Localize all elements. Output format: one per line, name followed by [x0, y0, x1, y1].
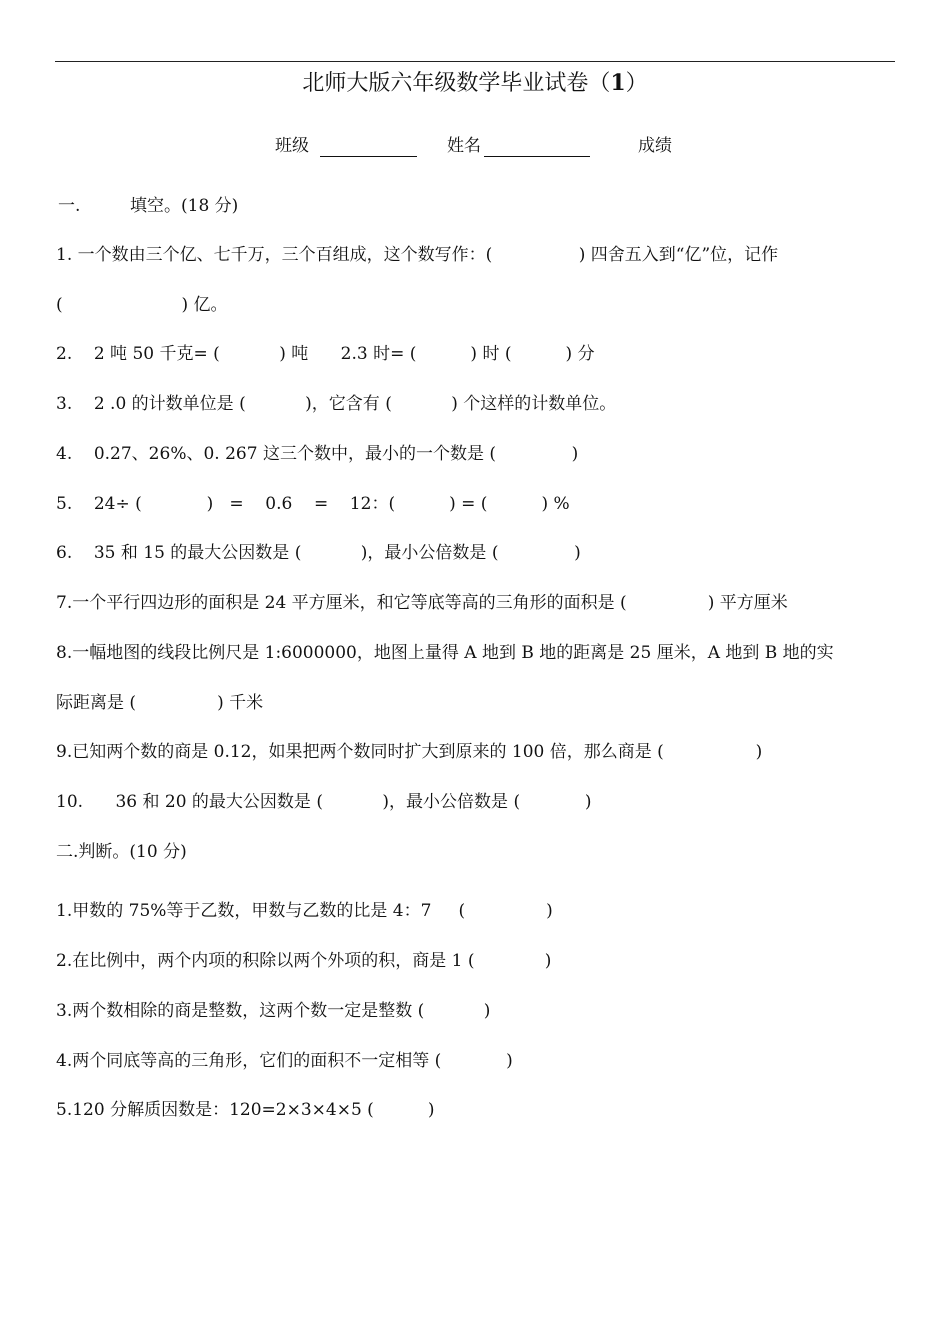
question-1-6: 6. 35 和 15 的最大公因数是 ( )，最小公倍数是 ( ) — [56, 543, 581, 563]
question-1-4: 4. 0.27、26%、0. 267 这三个数中，最小的一个数是 ( ) — [56, 444, 579, 464]
section1-heading: 填空。(18 分) — [130, 196, 239, 216]
exam-title: 北师大版六年级数学毕业试卷（1） — [302, 70, 648, 96]
question-1-8-cont: 际距离是 ( ) 千米 — [56, 693, 264, 713]
score-label: 成绩 — [638, 136, 672, 156]
name-blank[interactable] — [484, 156, 590, 157]
question-2-1: 1.甲数的 75%等于乙数，甲数与乙数的比是 4：7 ( ) — [56, 901, 553, 921]
section2-heading: 二.判断。(10 分) — [56, 842, 187, 862]
question-1-5: 5. 24÷ ( ) = 0.6 = 12：( ) = ( ) % — [56, 494, 570, 514]
name-label: 姓名 — [447, 136, 481, 156]
section1-number: 一. — [58, 196, 81, 216]
question-2-5: 5.120 分解质因数是：120=2×3×4×5 ( ) — [56, 1100, 435, 1120]
question-1-1: 1. 一个数由三个亿、七千万，三个百组成，这个数写作：( ) 四舍五入到“亿”位，记作 — [56, 245, 779, 265]
question-1-7: 7.一个平行四边形的面积是 24 平方厘米，和它等底等高的三角形的面积是 ( ) 平方厘米 — [56, 593, 788, 613]
class-label: 班级 — [275, 136, 309, 156]
top-rule — [55, 61, 895, 62]
class-blank[interactable] — [320, 156, 417, 157]
question-2-4: 4.两个同底等高的三角形，它们的面积不一定相等 ( ) — [56, 1051, 513, 1071]
question-1-3: 3. 2 .0 的计数单位是 ( )，它含有 ( ) 个这样的计数单位。 — [56, 394, 617, 414]
question-1-10: 10. 36 和 20 的最大公因数是 ( )，最小公倍数是 ( ) — [56, 792, 592, 812]
question-1-9: 9.已知两个数的商是 0.12，如果把两个数同时扩大到原来的 100 倍，那么商是 ( ) — [56, 742, 763, 762]
question-1-2: 2. 2 吨 50 千克= ( ) 吨 2.3 时= ( ) 时 ( ) 分 — [56, 344, 595, 364]
question-2-2: 2.在比例中，两个内项的积除以两个外项的积，商是 1 ( ) — [56, 951, 552, 971]
question-2-3: 3.两个数相除的商是整数，这两个数一定是整数 ( ) — [56, 1001, 491, 1021]
question-1-8: 8.一幅地图的线段比例尺是 1:6000000，地图上量得 A 地到 B 地的距离是 25 厘米，A 地到 B 地的实 — [56, 643, 834, 663]
question-1-1-cont: ( ) 亿。 — [56, 295, 228, 315]
